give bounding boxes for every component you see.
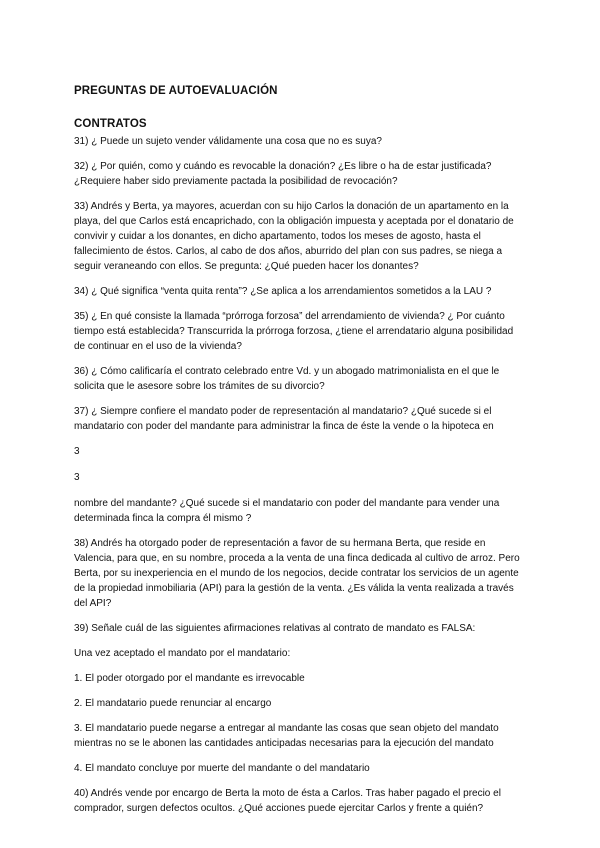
question-36: 36) ¿ Cómo calificaría el contrato celebrado entre Vd. y un abogado matrimonialista en el que le solicita que le asesore sobre los trámites de su divorcio? bbox=[74, 366, 500, 392]
question-37-part-1: 37) ¿ Siempre confiere el mandato poder de representación al mandatario? ¿Qué sucede si el mandatario con poder del mandante para administrar la finca de éste la vende o la hipoteca en bbox=[74, 406, 494, 432]
option-2: 2. El mandatario puede renunciar al encargo bbox=[74, 698, 272, 709]
page-number: 3 bbox=[74, 446, 80, 457]
page-heading: PREGUNTAS DE AUTOEVALUACIÓN bbox=[74, 85, 278, 97]
question-39: 39) Señale cuál de las siguientes afirmaciones relativas al contrato de mandato es FALSA: bbox=[74, 623, 476, 634]
page-number: 3 bbox=[74, 472, 80, 483]
question-35: 35) ¿ En qué consiste la llamada “prórroga forzosa” del arrendamiento de vivienda? ¿ Por cuánto tiempo está establecida? Transcurrida la prórroga forzosa, ¿tiene el arrendatario alguna posibilidad de continuar en el uso de la vivienda? bbox=[74, 311, 514, 352]
question-40: 40) Andrés vende por encargo de Berta la moto de ésta a Carlos. Tras haber pagado el precio el comprador, surgen defectos ocultos. ¿Qué acciones puede ejercitar Carlos y frente a quién? bbox=[74, 788, 501, 814]
question-39-intro: Una vez aceptado el mandato por el mandatario: bbox=[74, 648, 291, 659]
question-31: 31) ¿ Puede un sujeto vender válidamente una cosa que no es suya? bbox=[74, 136, 382, 147]
question-32: 32) ¿ Por quién, como y cuándo es revocable la donación? ¿Es libre o ha de estar justificada? ¿Requiere haber sido previamente pactada la posibilidad de revocación? bbox=[74, 161, 492, 187]
question-37-part-2: nombre del mandante? ¿Qué sucede si el mandatario con poder del mandante para vender una determinada finca la compra él mismo ? bbox=[74, 498, 500, 524]
question-33: 33) Andrés y Berta, ya mayores, acuerdan con su hijo Carlos la donación de un apartamento en la playa, del que Carlos está encaprichado, con la obligación impuesta y aceptada por el donatario de convivir y cuidar a los donantes, en dicho apartamento, todos los meses de agosto, hasta el fallecimiento de éstos. Carlos, al cabo de dos años, aburrido del plan con sus padres, se niega a seguir veraneando con ellos. Se pregunta: ¿Qué pueden hacer los donantes? bbox=[74, 201, 514, 272]
question-34: 34) ¿ Qué significa “venta quita renta”? ¿Se aplica a los arrendamientos sometidos a la LAU ? bbox=[74, 286, 492, 297]
section-heading: CONTRATOS bbox=[74, 118, 147, 130]
option-4: 4. El mandato concluye por muerte del mandante o del mandatario bbox=[74, 763, 370, 774]
option-1: 1. El poder otorgado por el mandante es irrevocable bbox=[74, 673, 305, 684]
option-3: 3. El mandatario puede negarse a entregar al mandante las cosas que sean objeto del mandato mientras no se le abonen las cantidades anticipadas necesarias para la ejecución del mandato bbox=[74, 723, 499, 749]
question-38: 38) Andrés ha otorgado poder de representación a favor de su hermana Berta, que reside en Valencia, para que, en su nombre, proceda a la venta de una finca dedicada al cultivo de arroz. Pero Berta, por su inexperiencia en el mundo de los negocios, decide contratar los servicios de un agente de la propiedad inmobiliaria (API) para la gestión de la venta. ¿Es válida la venta realizada a través del API? bbox=[74, 538, 520, 609]
